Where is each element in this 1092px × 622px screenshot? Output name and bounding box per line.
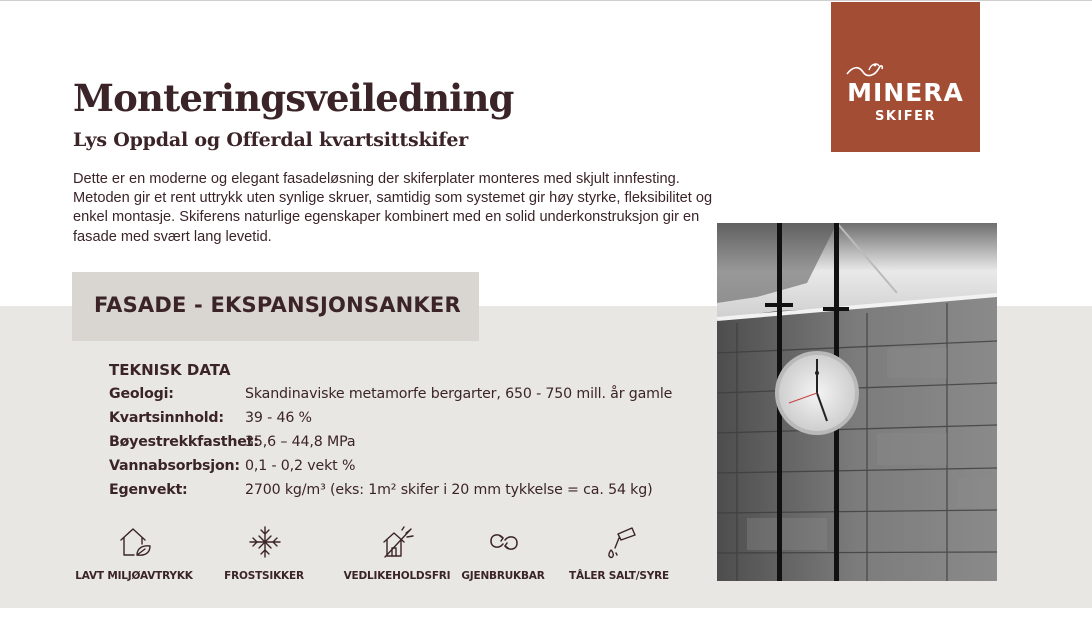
salt-acid-icon bbox=[602, 524, 638, 560]
page-subtitle: Lys Oppdal og Offerdal kvartsittskifer bbox=[73, 129, 469, 151]
intro-text: Dette er en moderne og elegant fasadeløsning der skiferplater monteres med skjult innfesting. Metoden gir et rent uttrykk uten synlige skruer, samtidig som systemet gir høy styrke, fleksibilitet og enkel montasje. Skiferens naturlige egenskaper kombinert med en solid underkonstruksjon gir en fasade med svært lang levetid. bbox=[73, 171, 713, 245]
feature-reusable bbox=[443, 524, 563, 594]
feature-label: VEDLIKEHOLDSFRI bbox=[343, 570, 451, 582]
feature-label: TÅLER SALT/SYRE bbox=[569, 570, 669, 582]
tech-label: Kvartsinnhold: bbox=[109, 410, 224, 426]
tech-label: Geologi: bbox=[109, 386, 174, 402]
top-divider bbox=[0, 0, 1092, 1]
facade-photo-illustration bbox=[717, 223, 997, 581]
section-header bbox=[72, 272, 479, 341]
tech-value: Skandinaviske metamorfe bergarter, 650 - 750 mill. år gamle bbox=[245, 386, 673, 402]
section-title: FASADE - EKSPANSJONSANKER bbox=[94, 293, 461, 317]
feature-label: LAVT MILJØAVTRYKK bbox=[75, 570, 193, 582]
facade-photo bbox=[717, 223, 997, 581]
feature-label: FROSTSIKKER bbox=[224, 570, 304, 582]
snowflake-icon bbox=[247, 524, 283, 560]
feature-frost bbox=[204, 524, 324, 594]
tech-label: Vannabsorbsjon: bbox=[109, 458, 240, 474]
recycle-icon bbox=[486, 524, 522, 560]
tech-value: 0,1 - 0,2 vekt % bbox=[245, 458, 356, 474]
page-title: Monteringsveiledning bbox=[73, 76, 514, 120]
tech-value: 2700 kg/m³ (eks: 1m² skifer i 20 mm tykkelse = ca. 54 kg) bbox=[245, 482, 653, 498]
tech-label: Bøyestrekkfasthet: bbox=[109, 434, 259, 450]
eco-house-icon bbox=[117, 524, 153, 560]
feature-label: GJENBRUKBAR bbox=[461, 570, 545, 582]
technical-heading: TEKNISK DATA bbox=[109, 361, 231, 379]
logo-sub: SKIFER bbox=[874, 109, 937, 124]
feature-salt-acid bbox=[559, 524, 679, 594]
tech-label: Egenvekt: bbox=[109, 482, 188, 498]
tech-value: 39 - 46 % bbox=[245, 410, 312, 426]
tech-value: 35,6 – 44,8 MPa bbox=[245, 434, 356, 450]
bottom-margin bbox=[0, 608, 1092, 622]
minera-logo bbox=[831, 2, 980, 152]
logo-name: MINERA bbox=[847, 78, 964, 107]
feature-low-footprint bbox=[74, 524, 194, 594]
feature-maintenance-free bbox=[337, 524, 457, 594]
maintenance-free-icon bbox=[380, 524, 416, 560]
